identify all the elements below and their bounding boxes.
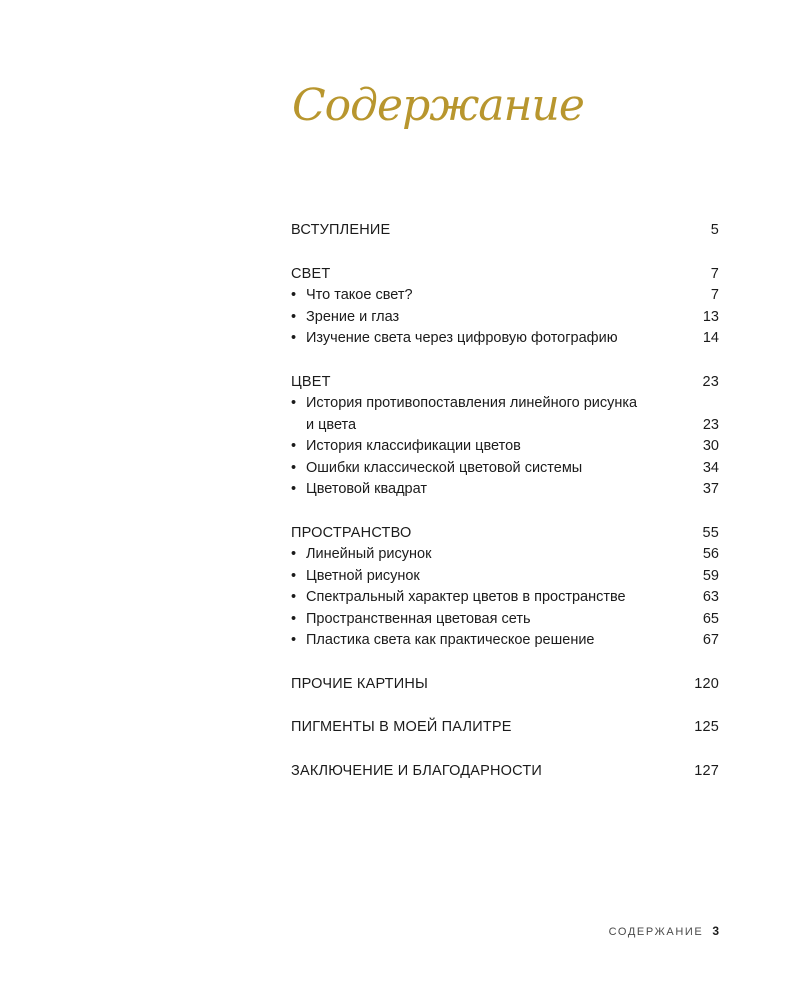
toc-chapter-row <box>291 761 719 783</box>
toc-chapter-row <box>291 523 719 545</box>
subsection-label <box>291 587 626 609</box>
subsection-label <box>291 393 637 436</box>
toc-chapter-row <box>291 264 719 286</box>
toc-subsection-row <box>291 544 719 566</box>
page-title: Содержание <box>292 80 584 131</box>
toc-subsection-row <box>291 630 719 652</box>
chapter-title: ПИГМЕНТЫ В МОЕЙ ПАЛИТРЕ <box>291 719 512 735</box>
table-of-contents <box>291 220 719 804</box>
chapter-page-number: 125 <box>694 719 719 735</box>
bullet-icon: • <box>291 438 297 454</box>
toc-subsection-row <box>291 609 719 631</box>
subsection-page-number: 23 <box>702 416 719 433</box>
subsection-title: Изучение света через цифровую фотографию <box>306 330 618 346</box>
chapter-title: ЗАКЛЮЧЕНИЕ И БЛАГОДАРНОСТИ <box>291 762 543 779</box>
toc-section <box>291 220 719 242</box>
subsection-title: Зрение и глаз <box>306 308 400 325</box>
subsection-title: Ошибки классической цветовой системы <box>306 459 583 476</box>
toc-subsection-row <box>291 328 719 350</box>
toc-subsection-row <box>291 479 719 501</box>
toc-section <box>291 264 719 350</box>
chapter-page-number: 127 <box>694 762 719 779</box>
subsection-label <box>291 436 521 458</box>
toc-section <box>291 674 719 696</box>
toc-section <box>291 761 719 783</box>
chapter-page-number: 5 <box>710 222 719 238</box>
subsection-label <box>291 307 399 329</box>
chapter-page-number: 7 <box>710 265 719 282</box>
subsection-title: История классификации цветов <box>306 438 521 454</box>
subsection-title: Пластика света как практическое решение <box>306 632 595 648</box>
subsection-page-number: 67 <box>702 632 719 648</box>
toc-chapter-row <box>291 372 719 394</box>
subsection-page-number: 34 <box>702 459 719 476</box>
chapter-title: ПРОЧИЕ КАРТИНЫ <box>291 675 429 692</box>
toc-subsection-row <box>291 393 719 436</box>
running-footer <box>609 924 719 938</box>
subsection-title: Пространственная цветовая сеть <box>306 610 531 627</box>
bullet-icon: • <box>291 589 297 605</box>
chapter-page-number: 55 <box>702 524 719 541</box>
toc-subsection-row <box>291 566 719 588</box>
subsection-title: Спектральный характер цветов в пространстве <box>306 589 626 605</box>
toc-subsection-row <box>291 285 719 307</box>
subsection-page-number: 13 <box>702 308 719 325</box>
toc-subsection-row <box>291 587 719 609</box>
subsection-page-number: 63 <box>702 589 719 605</box>
bullet-icon: • <box>291 610 297 627</box>
subsection-title: Линейный рисунок <box>306 546 432 562</box>
subsection-page-number: 37 <box>702 481 719 497</box>
bullet-icon: • <box>291 481 297 497</box>
subsection-title: История противопоставления линейного рисунка и цвета <box>306 395 638 433</box>
bullet-icon: • <box>291 567 297 584</box>
subsection-page-number: 59 <box>702 567 719 584</box>
toc-section <box>291 372 719 501</box>
toc-section <box>291 717 719 739</box>
toc-subsection-row <box>291 307 719 329</box>
bullet-icon: • <box>291 330 297 346</box>
subsection-page-number: 30 <box>702 438 719 454</box>
toc-chapter-row <box>291 220 719 242</box>
subsection-page-number: 56 <box>702 546 719 562</box>
subsection-title: Цветной рисунок <box>306 567 420 584</box>
toc-chapter-row <box>291 717 719 739</box>
subsection-page-number: 7 <box>710 287 719 303</box>
chapter-title: ПРОСТРАНСТВО <box>291 524 412 541</box>
chapter-page-number: 120 <box>694 675 719 692</box>
bullet-icon: • <box>291 546 297 562</box>
running-head: СОДЕРЖАНИЕ <box>608 926 704 938</box>
subsection-title: Цветовой квадрат <box>306 481 427 497</box>
chapter-title: ЦВЕТ <box>291 373 331 390</box>
subsection-label <box>291 609 531 631</box>
subsection-label <box>291 285 413 307</box>
bullet-icon: • <box>291 459 297 476</box>
toc-subsection-row <box>291 458 719 480</box>
subsection-label <box>291 566 420 588</box>
subsection-label <box>291 630 595 652</box>
subsection-label <box>291 544 431 566</box>
bullet-icon: • <box>291 632 297 648</box>
subsection-title: Что такое свет? <box>306 287 413 303</box>
bullet-icon: • <box>291 308 297 325</box>
page-number: 3 <box>712 924 719 938</box>
bullet-icon: • <box>291 395 297 411</box>
chapter-page-number: 23 <box>702 373 719 390</box>
chapter-title: ВСТУПЛЕНИЕ <box>291 222 391 238</box>
subsection-page-number: 14 <box>702 330 719 346</box>
toc-chapter-row <box>291 674 719 696</box>
subsection-label <box>291 328 618 350</box>
toc-section <box>291 523 719 652</box>
chapter-title: СВЕТ <box>291 265 331 282</box>
toc-subsection-row <box>291 436 719 458</box>
subsection-page-number: 65 <box>702 610 719 627</box>
subsection-label <box>291 458 582 480</box>
bullet-icon: • <box>291 287 297 303</box>
subsection-label <box>291 479 427 501</box>
